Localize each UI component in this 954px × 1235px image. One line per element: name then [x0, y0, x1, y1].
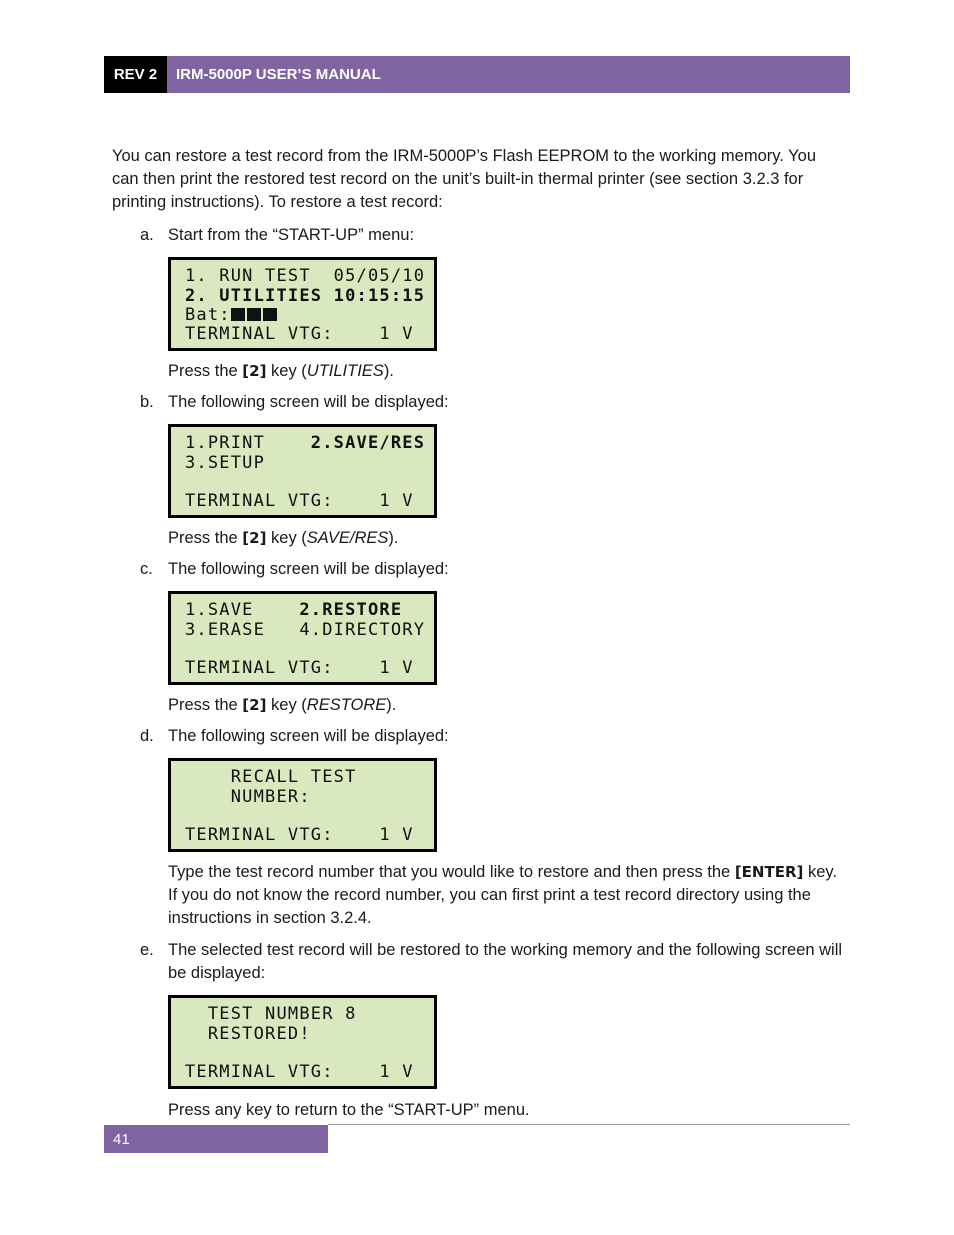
- battery-bar-icon: [231, 308, 245, 321]
- press-text: ).: [383, 362, 394, 380]
- step-text: Start from the “START-UP” menu:: [168, 226, 415, 244]
- press-text: key (: [266, 696, 307, 714]
- step-text: The following screen will be displayed:: [168, 727, 449, 745]
- step-letter: e.: [140, 941, 154, 959]
- lcd-line: TERMINAL VTG: 1 V: [185, 658, 414, 678]
- lcd-line: NUMBER:: [185, 787, 311, 807]
- press-instruction: [168, 694, 848, 717]
- press-instruction: [168, 1099, 848, 1122]
- press-text: Press any key to return to the “START-UP” menu.: [168, 1101, 530, 1119]
- step-text: The following screen will be displayed:: [168, 560, 449, 578]
- step-letter: a.: [140, 226, 154, 244]
- lcd-selected-option: 2.SAVE/RES: [310, 433, 426, 453]
- intro-paragraph: You can restore a test record from the IRM-5000P’s Flash EEPROM to the working memory. You can then print the restored test record on the unit’s built-in thermal printer (see section 3.2.3 for printing instructions). To restore a test record:: [112, 147, 817, 211]
- press-text: Type the test record number that you would like to restore and then press the: [168, 863, 735, 881]
- step-text: The following screen will be displayed:: [168, 393, 449, 411]
- press-text: Press the: [168, 362, 243, 380]
- lcd-line: 3.ERASE 4.DIRECTORY: [185, 620, 426, 640]
- revision-label: REV 2: [104, 56, 167, 93]
- key-label: [2]: [242, 362, 267, 380]
- lcd-line: TERMINAL VTG: 1 V: [185, 1062, 414, 1082]
- key-label: [2]: [242, 529, 267, 547]
- manual-title: IRM-5000P USER’S MANUAL: [167, 56, 850, 93]
- press-text: Press the: [168, 529, 243, 547]
- lcd-line: 3.SETUP: [185, 453, 266, 473]
- lcd-screen-restored: [168, 995, 437, 1089]
- key-label: [2]: [242, 696, 267, 714]
- press-text: key. If you do not know the record number, you can first print a test record directory using the instructions in section 3.2.4.: [168, 863, 837, 927]
- menu-item-name: UTILITIES: [306, 362, 384, 380]
- lcd-selected-option: 2.RESTORE: [299, 600, 403, 620]
- battery-bar-icon: [247, 308, 261, 321]
- battery-bar-icon: [263, 308, 277, 321]
- lcd-line: TEST NUMBER 8: [185, 1004, 357, 1024]
- lcd-screen-recall: [168, 758, 437, 852]
- lcd-screen-utilities: [168, 424, 437, 518]
- page-number: 41: [104, 1125, 328, 1153]
- press-instruction: [168, 861, 848, 930]
- lcd-screen-save-restore: [168, 591, 437, 685]
- step-letter: c.: [140, 560, 153, 578]
- page-header: [104, 56, 850, 93]
- battery-label: Bat:: [185, 305, 231, 325]
- lcd-line: 1.SAVE 2.RESTORE: [185, 600, 403, 620]
- footer-divider: [328, 1124, 850, 1125]
- press-text: ).: [386, 696, 397, 714]
- lcd-line: TERMINAL VTG: 1 V: [185, 825, 414, 845]
- lcd-line: 2. UTILITIES 10:15:15: [185, 286, 426, 306]
- press-text: key (: [266, 362, 307, 380]
- press-text: Press the: [168, 696, 243, 714]
- lcd-screen-startup: [168, 257, 437, 351]
- step-text: The selected test record will be restored to the working memory and the following screen will be displayed:: [168, 941, 843, 982]
- press-text: key (: [266, 529, 307, 547]
- press-text: ).: [388, 529, 399, 547]
- lcd-line: TERMINAL VTG: 1 V: [185, 491, 414, 511]
- lcd-line: TERMINAL VTG: 1 V: [185, 324, 414, 344]
- step-letter: b.: [140, 393, 154, 411]
- press-instruction: [168, 527, 848, 550]
- lcd-line: 1. RUN TEST 05/05/10: [185, 266, 426, 286]
- lcd-line: RECALL TEST: [185, 767, 357, 787]
- press-instruction: [168, 360, 848, 383]
- lcd-line: 1.PRINT 2.SAVE/RES: [185, 433, 426, 453]
- step-letter: d.: [140, 727, 154, 745]
- key-label: [ENTER]: [734, 863, 804, 881]
- menu-item-name: RESTORE: [306, 696, 387, 714]
- lcd-line-battery: [185, 306, 279, 325]
- menu-item-name: SAVE/RES: [306, 529, 389, 547]
- lcd-line: RESTORED!: [185, 1024, 311, 1044]
